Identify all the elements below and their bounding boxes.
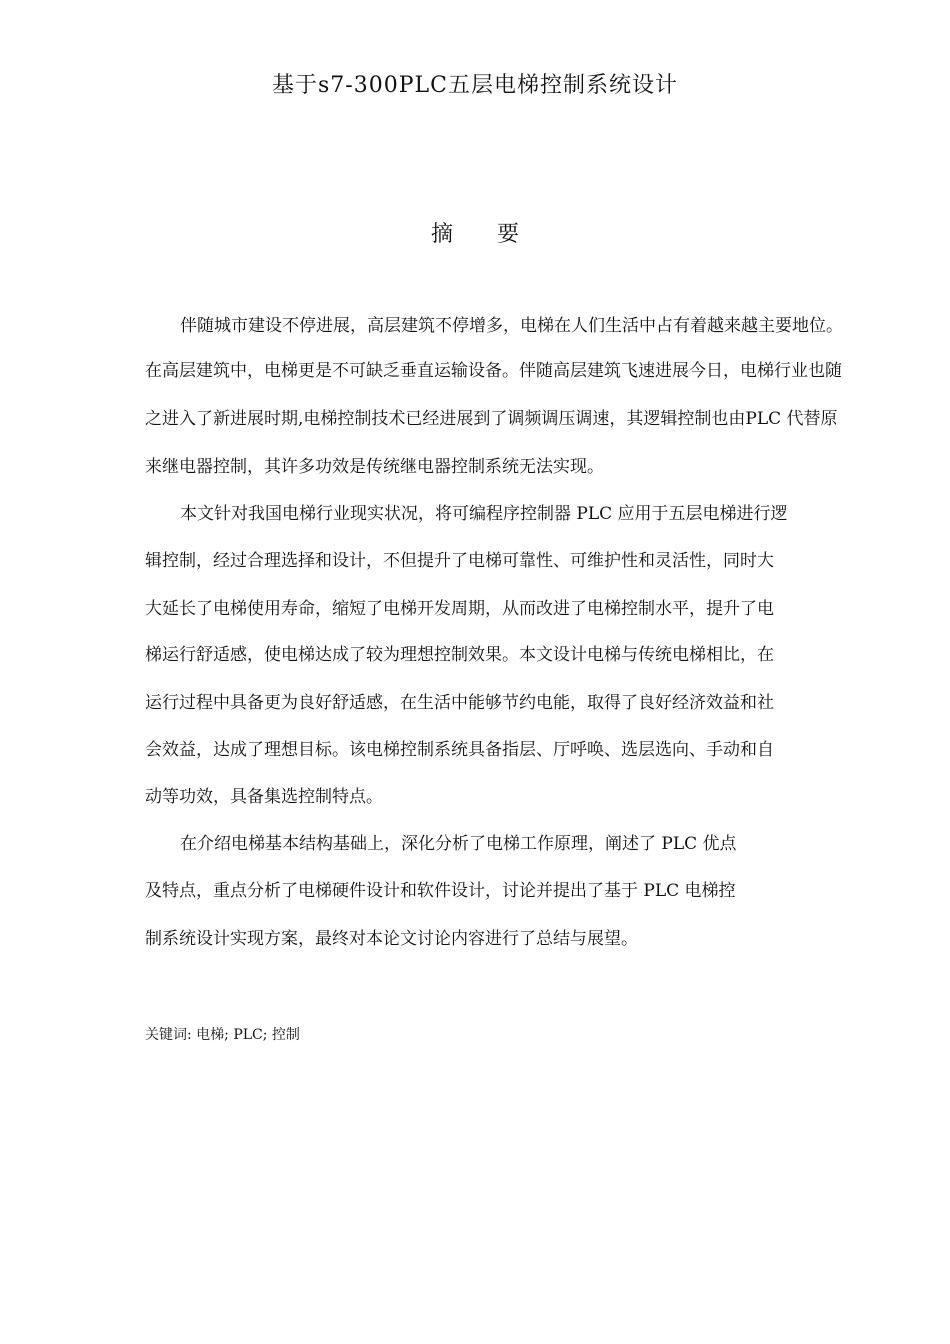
paragraph2-line-4: 梯运行舒适感，使电梯达成了较为理想控制效果。本文设计电梯与传统电梯相比，在 (145, 645, 774, 665)
abstract-heading (0, 219, 950, 251)
paragraph2-line-2: 辑控制，经过合理选择和设计，不但提升了电梯可靠性、可维护性和灵活性，同时大 (145, 551, 774, 571)
paragraph2-line-6: 会效益，达成了理想目标。该电梯控制系统具备指层、厅呼唤、选层选向、手动和自 (145, 740, 774, 760)
paragraph2-line-7: 动等功效，具备集选控制特点。 (145, 787, 383, 807)
paragraph3-line-1: 在介绍电梯基本结构基础上，深化分析了电梯工作原理，阐述了 PLC 优点 (180, 834, 737, 854)
paragraph2-line-3: 大延长了电梯使用寿命，缩短了电梯开发周期，从而改进了电梯控制水平，提升了电 (145, 599, 774, 619)
paragraph1-line-2: 在高层建筑中，电梯更是不可缺乏垂直运输设备。伴随高层建筑飞速进展今日，电梯行业也随 (145, 361, 842, 381)
keywords-line: 关键词: 电梯; PLC; 控制 (145, 1027, 300, 1043)
paragraph2-line-1: 本文针对我国电梯行业现实状况，将可编程序控制器 PLC 应用于五层电梯进行逻 (180, 504, 788, 524)
paragraph3-line-3: 制系统设计实现方案，最终对本论文讨论内容进行了总结与展望。 (145, 929, 638, 949)
paragraph1-line-1: 伴随城市建设不停进展，高层建筑不停增多，电梯在人们生活中占有着越来越主要地位。 (180, 316, 843, 336)
document-title: 基于s7-300PLC五层电梯控制系统设计 (272, 73, 678, 98)
abstract-heading-char-1: 摘 (430, 222, 453, 247)
paragraph2-line-5: 运行过程中具备更为良好舒适感，在生活中能够节约电能，取得了良好经济效益和社 (145, 693, 774, 713)
paragraph1-line-3: 之进入了新进展时期,电梯控制技术已经进展到了调频调压调速，其逻辑控制也由PLC 代替原 (145, 409, 838, 429)
paragraph1-line-4: 来继电器控制，其许多功效是传统继电器控制系统无法实现。 (145, 457, 604, 477)
abstract-heading-char-2: 要 (497, 222, 520, 247)
paragraph3-line-2: 及特点，重点分析了电梯硬件设计和软件设计，讨论并提出了基于 PLC 电梯控 (145, 881, 736, 901)
